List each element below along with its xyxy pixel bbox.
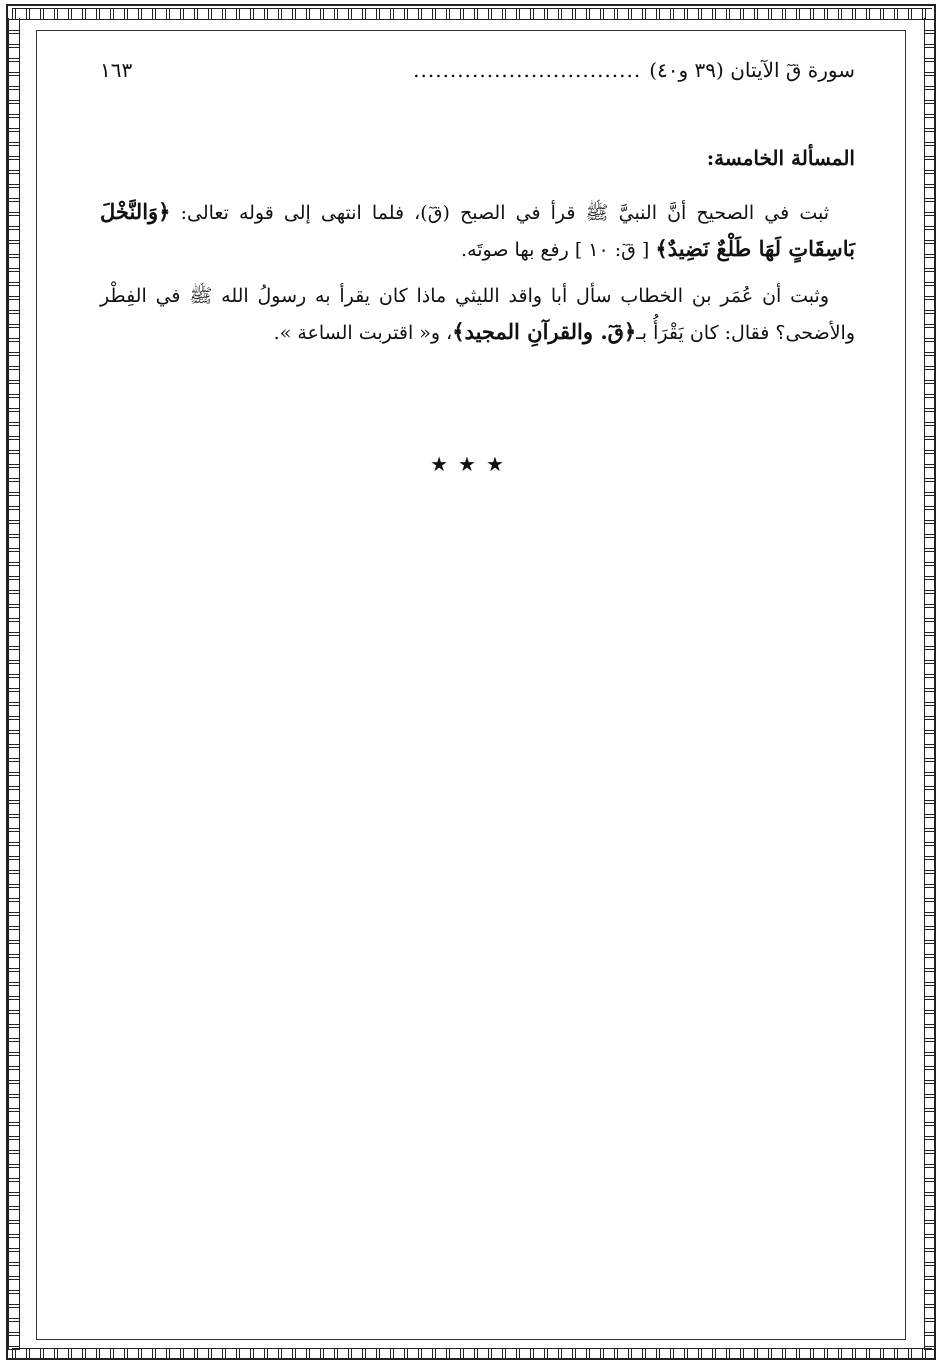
ornament-band-left — [8, 18, 20, 1350]
ornament-band-bottom — [12, 1348, 932, 1360]
quran-verse-2: ﴿قٓ. والقرآنِ المجيد﴾ — [452, 319, 637, 344]
header-leader-dots: ............................... — [413, 58, 642, 82]
paragraph-2 — [100, 278, 855, 351]
section-divider-stars: ★★★ — [430, 452, 514, 476]
paragraph-2-end: ، و« اقتربت الساعة ». — [273, 322, 453, 344]
ornament-band-top — [12, 8, 932, 20]
paragraph-2-text: وثبت أن عُمَر بن الخطاب سأل أبا واقد الليثي ماذا كان يقرأ به رسولُ الله ﷺ في الفِطْر والأضحى؟ فقال: كان يَقْرَأُ بـ — [100, 285, 855, 344]
paragraph-1 — [100, 194, 855, 268]
paragraph-1-text: ثبت في الصحيح أنَّ النبيَّ ﷺ قرأ في الصبح (قٓ)، فلما انتهى إلى قوله تعالى: — [180, 202, 830, 224]
page-number: ١٦٣ — [100, 58, 133, 82]
page-body — [100, 140, 855, 361]
paragraph-1-reference: [ قٓ: ١٠ ] رفع بها صوتَه. — [461, 239, 650, 261]
running-header — [100, 58, 855, 90]
ornament-band-right — [924, 18, 936, 1350]
quran-verse-1: ﴿وَالنَّخْلَ بَاسِقَاتٍ لَهَا طَلْعٌ نَضِيدٌ﴾ — [100, 199, 855, 261]
header-title: سورة قٓ الآيتان (٣٩ و٤٠) — [649, 58, 855, 82]
section-heading: المسألة الخامسة: — [706, 146, 855, 170]
